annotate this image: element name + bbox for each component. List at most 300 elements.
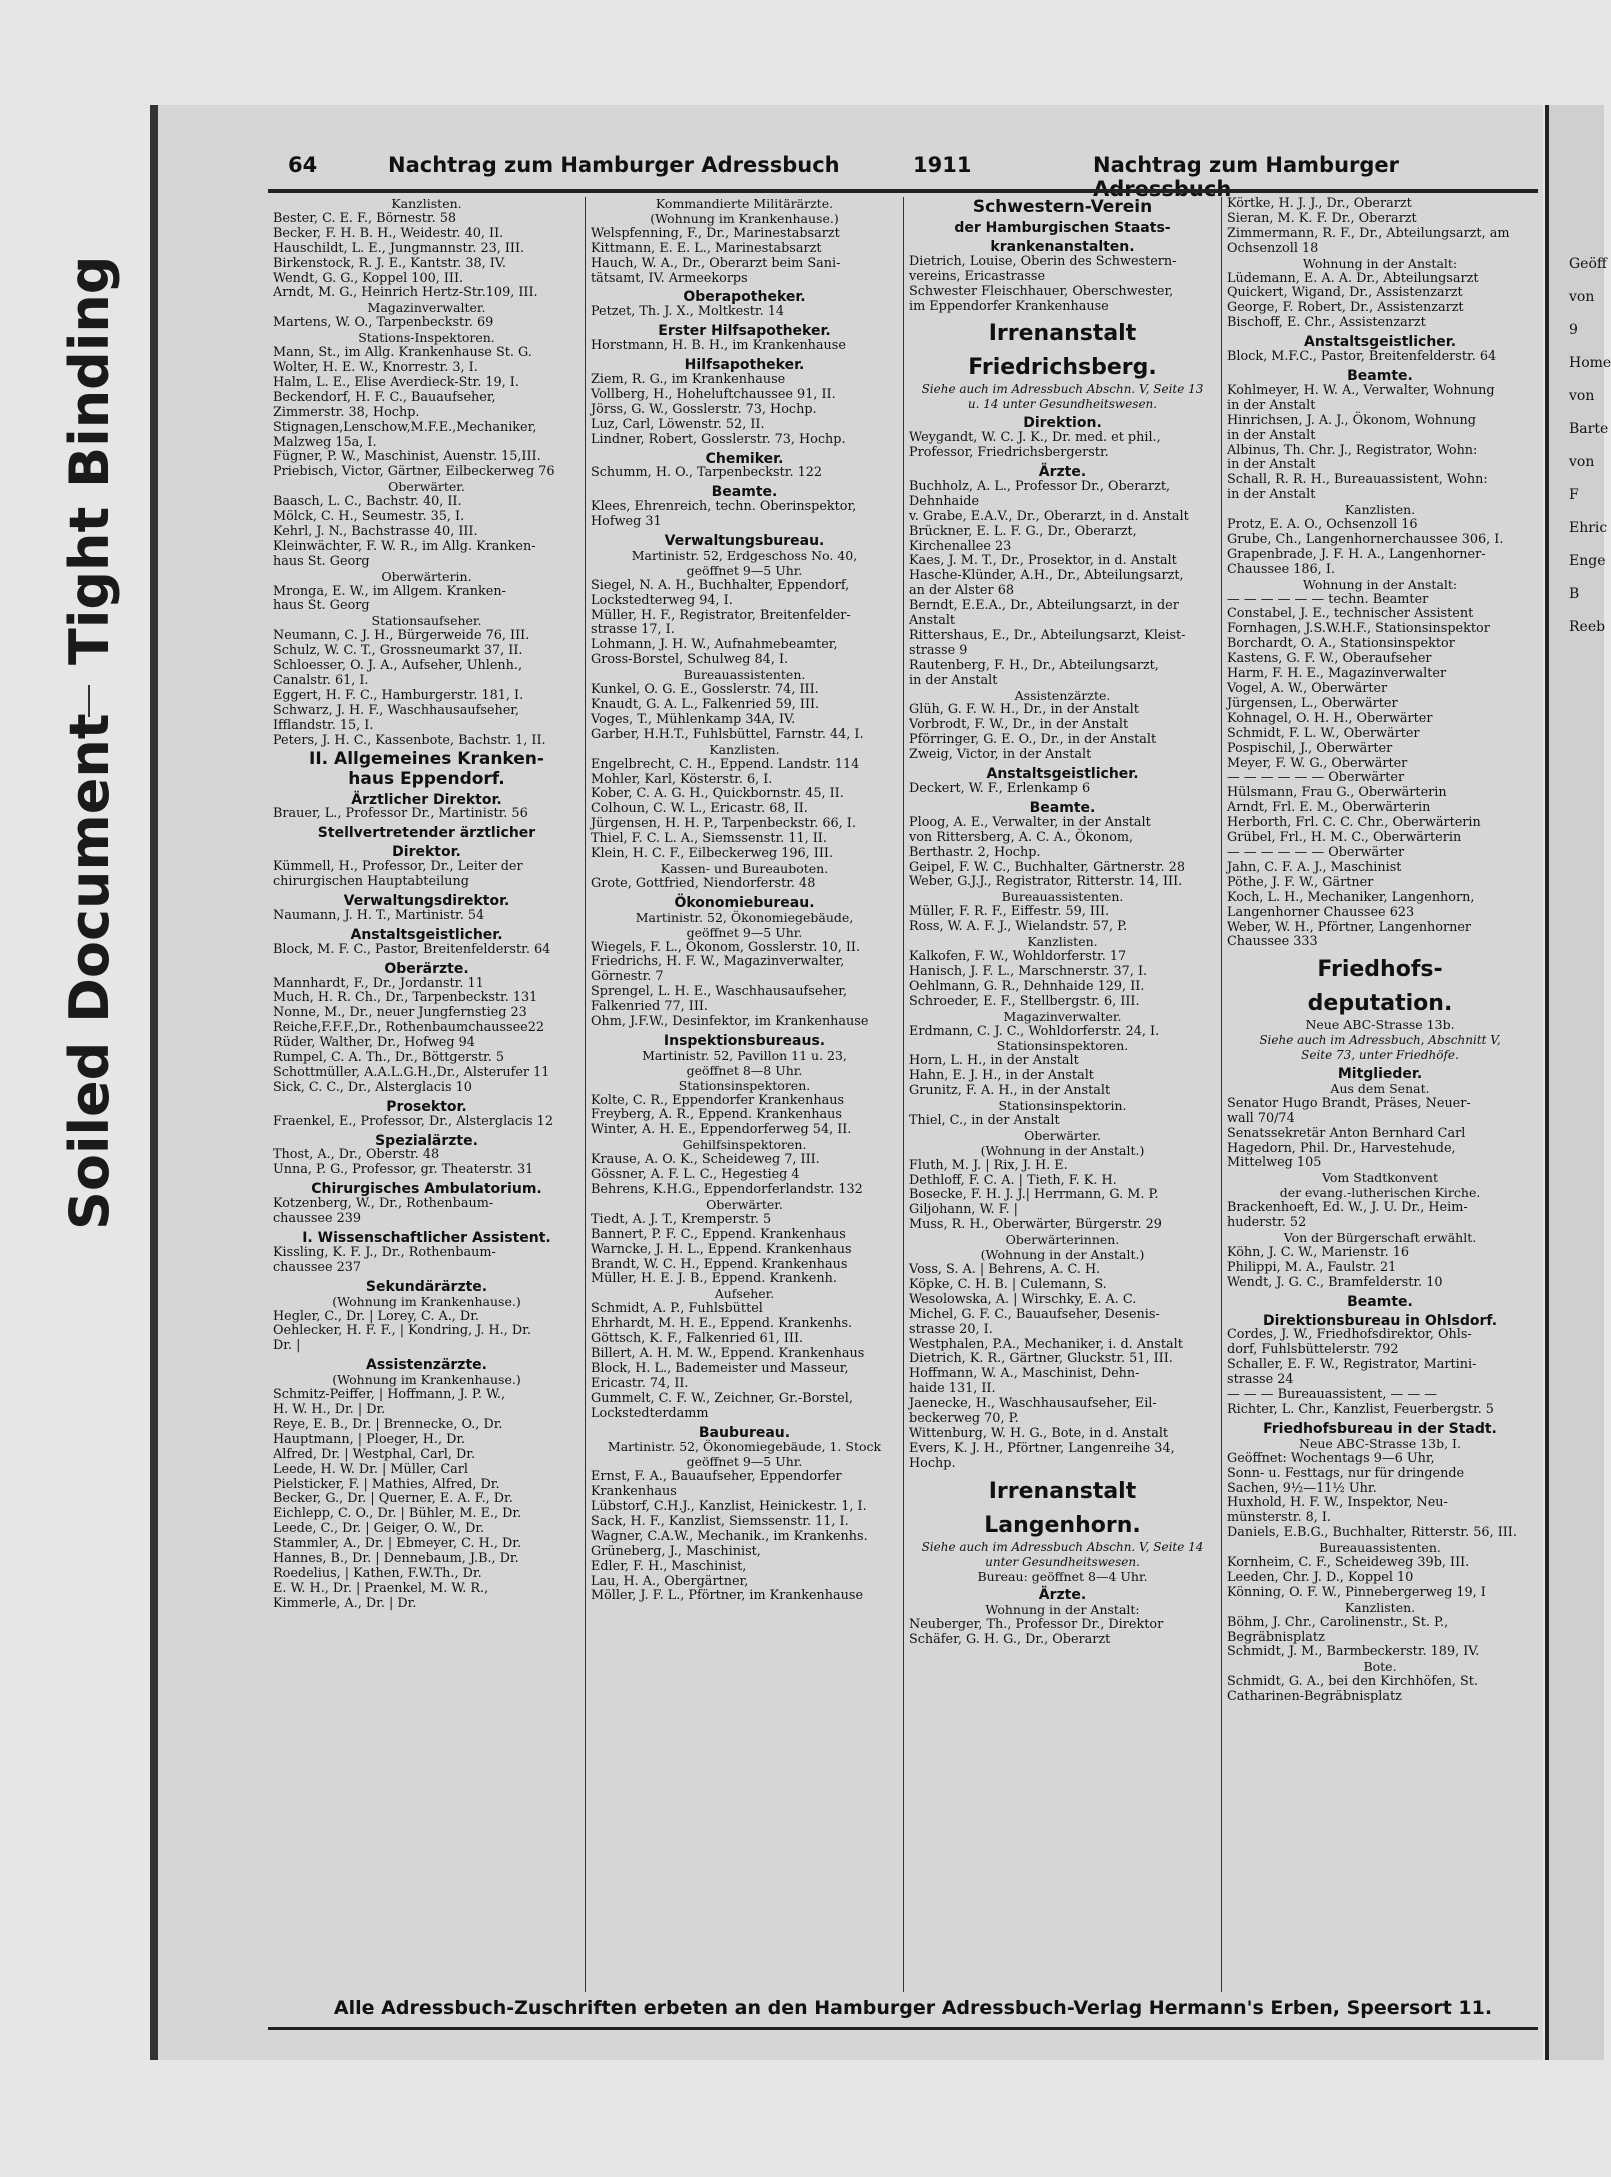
column-3-line: von Rittersberg, A. C. A., Ökonom, [909, 829, 1134, 845]
column-1-line: Peters, J. H. C., Kassenbote, Bachstr. 1, II. [273, 732, 546, 748]
column-3-line: Professor, Friedrichsbergerstr. [909, 445, 1109, 461]
column-4-line: Jahn, C. F. A. J., Maschinist [1227, 859, 1402, 875]
column-4 [1222, 197, 1538, 1992]
column-2-line: Thiel, F. C. L. A., Siemssenstr. 11, II. [591, 831, 827, 847]
column-3-line: Pförringer, G. E. O., Dr., in der Anstalt [909, 732, 1157, 748]
column-2-line: Hofweg 31 [591, 514, 662, 530]
column-4-line: Beamte. [1347, 1293, 1413, 1310]
column-2-line: Kittmann, E. E. L., Marinestabsarzt [591, 240, 822, 256]
column-3-line: Neuberger, Th., Professor Dr., Direktor [909, 1617, 1164, 1633]
adjacent-page-fragment: von [1569, 388, 1595, 404]
column-4-line: Geöffnet: Wochentags 9—6 Uhr, [1227, 1450, 1435, 1466]
column-4-line: deputation. [1307, 991, 1453, 1017]
column-1-line: Schloesser, O. J. A., Aufseher, Uhlenh., [273, 658, 523, 674]
column-3-line: Deckert, W. F., Erlenkamp 6 [909, 781, 1091, 796]
column-1-line: Arndt, M. G., Heinrich Hertz-Str.109, III. [273, 285, 538, 301]
column-1-line: haus St. Georg [273, 553, 370, 569]
column-4-line: Pöthe, J. F. W., Gärtner [1227, 874, 1374, 890]
column-2-line: Görnestr. 7 [591, 969, 664, 985]
column-1-line: Dr. | [273, 1338, 301, 1354]
column-1 [268, 197, 586, 1992]
column-3-line: Weber, G.J.J., Registrator, Ritterstr. 14, III. [909, 874, 1183, 890]
column-4-line: — — — Bureauassistent, — — — [1227, 1387, 1437, 1403]
column-2-line: Aufseher. [714, 1286, 775, 1302]
column-2-line: Warncke, J. H. L., Eppend. Krankenhaus [591, 1241, 852, 1257]
column-3-line: Geipel, F. W. C., Buchhalter, Gärtnerstr. 28 [909, 859, 1185, 875]
column-2-line: Winter, A. H. E., Eppendorferweg 54, II. [591, 1122, 852, 1138]
column-2-line: Kolte, C. R., Eppendorfer Krankenhaus [591, 1092, 845, 1108]
column-1-line: Fügner, P. W., Maschinist, Auenstr. 15,III. [273, 449, 541, 465]
column-4-line: Friedhofs- [1317, 957, 1443, 983]
column-4-line: Kohnagel, O. H. H., Oberwärter [1227, 710, 1433, 726]
column-3-line: Hasche-Klünder, A.H., Dr., Abteilungsarzt, [909, 568, 1184, 584]
soiled-document-label: Soiled Document [58, 713, 121, 1230]
column-4-line: Mitglieder. [1337, 1066, 1423, 1083]
column-4-line: Arndt, Frl. E. M., Oberwärterin [1227, 800, 1431, 816]
column-1-line: Chirurgisches Ambulatorium. [311, 1181, 542, 1198]
column-3-line: Beamte. [1029, 799, 1096, 816]
column-3-line: Fluth, M. J. | Rix, J. H. E. [909, 1157, 1068, 1173]
column-3-line: Ploog, A. E., Verwalter, in der Anstalt [909, 814, 1151, 830]
column-3-line: Rautenberg, F. H., Dr., Abteilungsarzt, [909, 657, 1159, 673]
column-3-line: strasse 20, I. [909, 1321, 993, 1337]
column-2-line: geöffnet 8—8 Uhr. [686, 1062, 803, 1078]
column-3-line: Wittenburg, W. H. G., Bote, in d. Anstalt [909, 1425, 1169, 1441]
column-2-line: Gummelt, C. F. W., Zeichner, Gr.-Borstel, [591, 1390, 853, 1406]
column-3-line: Schwester Fleischhauer, Oberschwester, [909, 283, 1174, 299]
column-1-line: Bester, C. E. F., Börnestr. 58 [273, 210, 457, 226]
column-1-line: Oberwärter. [388, 479, 465, 495]
column-1-line: Kümmell, H., Professor, Dr., Leiter der [273, 859, 523, 875]
column-1-line: Ifflandstr. 15, I. [273, 717, 374, 733]
column-4-line: Sachen, 9½—11½ Uhr. [1227, 1480, 1377, 1496]
column-1-line: Pielsticker, F. | Mathies, Alfred, Dr. [273, 1476, 500, 1492]
column-1-line: Priebisch, Victor, Gärtner, Eilbeckerweg 76 [273, 464, 555, 480]
column-3-line: in der Anstalt [909, 672, 998, 688]
column-2-line: Billert, A. H. M. W., Eppend. Krankenhaus [591, 1345, 865, 1361]
column-2-line: Kassen- und Bureauboten. [660, 860, 829, 876]
column-2-line: Schmidt, A. P., Fuhlsbüttel [591, 1301, 763, 1317]
column-1-line: Schulz, W. C. T., Grossneumarkt 37, II. [273, 643, 523, 659]
column-1-line: Naumann, J. H. T., Martinistr. 54 [273, 907, 485, 923]
column-3-line: Dietrich, K. R., Gärtner, Gluckstr. 51, III. [909, 1351, 1173, 1367]
column-2-line: Behrens, K.H.G., Eppendorferlandstr. 132 [591, 1182, 863, 1197]
column-2-line: Lockstedterdamm [591, 1405, 709, 1421]
column-1-line: Reiche,F.F.F.,Dr., Rothenbaumchaussee22 [273, 1020, 545, 1036]
column-2-line: Colhoun, C. W. L., Ericastr. 68, II. [591, 801, 808, 817]
column-1-line: Brauer, L., Professor Dr., Martinistr. 56 [273, 806, 528, 822]
column-1-line: Zimmerstr. 38, Hochp. [273, 404, 420, 420]
column-4-line: Ochsenzoll 18 [1227, 240, 1319, 256]
column-3-line: Siehe auch im Adressbuch Abschn. V, Seite 14 [921, 1539, 1204, 1554]
column-1-line: Beckendorf, H. F. C., Bauaufseher, [273, 389, 496, 405]
column-3-line: Oberwärterinnen. [1005, 1232, 1120, 1248]
column-1-line: Spezialärzte. [375, 1132, 478, 1149]
column-3-line: der Hamburgischen Staats- [954, 220, 1171, 236]
column-1-line: Wendt, G. G., Koppel 100, III. [273, 270, 464, 286]
column-4-line: Kastens, G. F. W., Oberaufseher [1227, 651, 1432, 667]
column-2-line: Ökonomiebureau. [674, 894, 815, 911]
column-2-line: Verwaltungsbureau. [664, 533, 825, 550]
column-2-line: Oberapotheker. [683, 289, 806, 306]
column-3-line: Hanisch, J. F. L., Marschnerstr. 37, I. [909, 963, 1148, 979]
column-3-line: Rittershaus, E., Dr., Abteilungsarzt, Kleist- [909, 627, 1186, 643]
column-4-line: Protz, E. A. O., Ochsenzoll 16 [1227, 517, 1418, 533]
column-2-line: Horstmann, H. B. H., im Krankenhause [591, 338, 846, 354]
column-3-line: Kanzlisten. [1027, 934, 1098, 950]
header-year: 1911 [913, 153, 972, 177]
header-rule [268, 189, 1538, 193]
column-2-line: Müller, H. F., Registrator, Breitenfelder- [591, 607, 851, 623]
column-3-line: Hoffmann, W. A., Maschinist, Dehn- [909, 1366, 1140, 1382]
column-4-line: Sonn- u. Festtags, nur für dringende [1227, 1465, 1465, 1481]
column-3-line: Köpke, C. H. B. | Culemann, S. [909, 1276, 1107, 1292]
column-3-line: v. Grabe, E.A.V., Dr., Oberarzt, in d. Anstalt [909, 508, 1189, 524]
column-4-line: Wohnung in der Anstalt: [1302, 255, 1458, 271]
column-4-line: Hülsmann, Frau G., Oberwärterin [1227, 785, 1447, 801]
column-3-line: an der Alster 68 [909, 583, 1014, 599]
adjacent-page-fragment: von [1569, 289, 1595, 305]
column-4-line: Catharinen-Begräbnisplatz [1227, 1689, 1402, 1705]
column-1-line: Martens, W. O., Tarpenbeckstr. 69 [273, 315, 494, 331]
column-1-line: Alfred, Dr. | Westphal, Carl, Dr. [273, 1446, 476, 1462]
column-4-line: Neue ABC-Strasse 13b. [1305, 1017, 1455, 1033]
column-4-line: Huxhold, H. F. W., Inspektor, Neu- [1227, 1495, 1448, 1511]
column-4-line: Chaussee 186, I. [1227, 561, 1335, 577]
column-1-line: Stignagen,Lenschow,M.F.E.,Mechaniker, [273, 419, 537, 435]
column-4-line: Constabel, J. E., technischer Assistent [1227, 606, 1474, 622]
column-2-line: Garber, H.H.T., Fuhlsbüttel, Farnstr. 44, I. [591, 726, 864, 742]
column-4-line: Zimmermann, R. F., Dr., Abteilungsarzt, am [1227, 225, 1510, 241]
column-4-line: Vogel, A. W., Oberwärter [1227, 681, 1388, 696]
column-3-line: Langenhorn. [984, 1512, 1141, 1538]
column-1-line: Reye, E. B., Dr. | Brennecke, O., Dr. [273, 1416, 503, 1432]
column-2-line: Ericastr. 74, II. [591, 1375, 689, 1391]
column-3-line: Stationsinspektoren. [996, 1038, 1129, 1054]
tight-binding-label: Tight Binding [58, 255, 121, 665]
column-4-line: Grapenbrade, J. F. H. A., Langenhorner- [1227, 546, 1486, 562]
column-4-line: Schmidt, J. M., Barmbeckerstr. 189, IV. [1227, 1644, 1480, 1660]
column-3-line: strasse 9 [909, 642, 968, 658]
column-4-line: Anstaltsgeistlicher. [1303, 334, 1457, 351]
column-2-line: Bureauassistenten. [683, 667, 806, 683]
column-4-line: Senator Hugo Brandt, Präses, Neuer- [1227, 1095, 1471, 1111]
adjacent-page-fragment: Ehric [1569, 520, 1608, 536]
column-1-line: Hauptmann, | Ploeger, H., Dr. [273, 1431, 466, 1447]
column-4-line: Von der Bürgerschaft erwählt. [1283, 1230, 1477, 1245]
column-4-line: in der Anstalt [1227, 457, 1316, 473]
column-2-line: Grüneberg, J., Maschinist, [591, 1543, 761, 1559]
footer-rule [268, 2027, 1538, 2030]
column-2-line: Klein, H. C. F., Eilbeckerweg 196, III. [591, 846, 834, 862]
columns-container [268, 197, 1538, 1992]
column-4-line: Direktionsbureau in Ohlsdorf. [1262, 1312, 1498, 1329]
column-1-line: haus Eppendorf. [348, 768, 505, 789]
column-2-line: Stationsinspektoren. [678, 1077, 811, 1093]
column-3-line: Ross, W. A. F. J., Wielandstr. 57, P. [909, 919, 1128, 935]
column-4-line: Chaussee 333 [1227, 934, 1318, 950]
column-2-line: Chemiker. [705, 450, 784, 467]
column-2-line: Klees, Ehrenreich, techn. Oberinspektor, [591, 499, 857, 515]
column-1-line: Eggert, H. F. C., Hamburgerstr. 181, I. [273, 687, 524, 703]
column-2-line: Martinistr. 52, Pavillon 11 u. 23, [642, 1047, 847, 1063]
column-3-line: haide 131, II. [909, 1381, 996, 1397]
column-4-line: Borchardt, O. A., Stationsinspektor [1227, 636, 1455, 652]
column-4-line: Schaller, E. F. W., Registrator, Martini- [1227, 1357, 1477, 1373]
column-3-line: Schroeder, E. F., Stellbergstr. 6, III. [909, 993, 1140, 1009]
column-2-line: tätsamt, IV. Armeekorps [591, 270, 748, 286]
column-3-line: Bosecke, F. H. J. J.| Herrmann, G. M. P. [909, 1187, 1159, 1203]
column-3-line: Dethloff, F. C. A. | Tieth, F. K. H. [909, 1172, 1117, 1188]
column-4-line: Weber, W. H., Pförtner, Langenhorner [1227, 919, 1472, 935]
column-1-line: Sick, C. C., Dr., Alsterglacis 10 [273, 1079, 472, 1095]
column-4-line: Quickert, Wigand, Dr., Assistenzarzt [1227, 285, 1463, 301]
column-2-line: Göttsch, K. F., Falkenried 61, III. [591, 1331, 804, 1347]
column-4-line: Schmidt, G. A., bei den Kirchhöfen, St. [1227, 1674, 1479, 1690]
column-1-line: Kehrl, J. N., Bachstrasse 40, III. [273, 523, 478, 539]
column-2-line: Beamte. [711, 484, 778, 501]
column-2-line: Tiedt, A. J. T., Kremperstr. 5 [591, 1211, 772, 1227]
column-3-line: Anstalt [909, 613, 956, 629]
column-1-line: Kleinwächter, F. W. R., im Allg. Kranken- [273, 538, 536, 554]
adjacent-page-fragment: Reeb [1569, 619, 1606, 635]
column-4-line: in der Anstalt [1227, 427, 1316, 443]
scanned-page [150, 105, 1543, 2060]
column-1-line: Nonne, M., Dr., neuer Jungfernstieg 23 [273, 1005, 527, 1021]
column-2-line: Ziem, R. G., im Krankenhause [591, 371, 786, 387]
column-4-line: Lüdemann, E. A. A. Dr., Abteilungsarzt [1227, 270, 1479, 286]
column-2-line: Martinistr. 52, Erdgeschoss No. 40, [631, 547, 858, 563]
column-3-line: Zweig, Victor, in der Anstalt [909, 747, 1092, 763]
column-2-line: Ernst, F. A., Bauaufseher, Eppendorfer [591, 1469, 842, 1485]
column-2-line: geöffnet 9—5 Uhr. [686, 924, 803, 940]
column-1-line: Magazinverwalter. [367, 300, 486, 316]
column-2-line: Hauch, W. A., Dr., Oberarzt beim Sani- [591, 255, 841, 271]
column-3-line: Schwestern-Verein [972, 197, 1153, 217]
column-1-line: Kissling, K. F. J., Dr., Rothenbaum- [273, 1244, 496, 1260]
column-2-line: Lübstorf, C.H.J., Kanzlist, Heinickestr. 1, I. [591, 1499, 867, 1515]
column-3-line: krankenanstalten. [990, 238, 1135, 255]
column-1-line: Wolter, H. E. W., Knorrestr. 3, I. [273, 359, 478, 375]
column-2-line: Block, H. L., Bademeister und Masseur, [591, 1360, 849, 1376]
column-3-line: im Eppendorfer Krankenhause [909, 298, 1109, 314]
column-1-line: II. Allgemeines Kranken- [309, 748, 544, 769]
column-1-line: (Wohnung im Krankenhause.) [332, 1293, 521, 1309]
column-3-line: Vorbrodt, F. W., Dr., in der Anstalt [909, 717, 1129, 733]
column-3-line: Kaes, J. M. T., Dr., Prosektor, in d. Anstalt [909, 553, 1177, 569]
column-4-line: Hinrichsen, J. A. J., Ökonom, Wohnung [1227, 412, 1476, 428]
column-4-line: Herborth, Frl. C. C. Chr., Oberwärterin [1227, 815, 1481, 831]
column-4-line: Meyer, F. W. G., Oberwärter [1227, 755, 1408, 771]
column-1-line: chaussee 239 [273, 1211, 362, 1227]
column-4-line: Block, M.F.C., Pastor, Breitenfelderstr. 64 [1227, 349, 1497, 365]
column-4-line: Köhn, J. C. W., Marienstr. 16 [1227, 1244, 1409, 1260]
column-1-line: Birkenstock, R. J. E., Kantstr. 38, IV. [273, 255, 506, 271]
column-3-line: Kirchenallee 23 [909, 538, 1012, 554]
column-3-line: Oehlmann, G. R., Dehnhaide 129, II. [909, 978, 1145, 994]
adjacent-page-fragment: 9 [1569, 322, 1578, 338]
column-1-line: Oberwärterin. [381, 568, 472, 584]
column-4-line: Mittelweg 105 [1227, 1155, 1322, 1171]
column-3-line: beckerweg 70, P. [909, 1411, 1019, 1427]
column-4-line: Jürgensen, L., Oberwärter [1227, 695, 1398, 711]
column-4-line: Wendt, J. G. C., Bramfelderstr. 10 [1227, 1274, 1443, 1290]
column-2-line: Kunkel, O. G. E., Gosslerstr. 74, III. [591, 682, 819, 698]
column-1-line: Hannes, B., Dr. | Dennebaum, J.B., Dr. [273, 1551, 519, 1567]
column-2-line: Engelbrecht, C. H., Eppend. Landstr. 114 [591, 756, 860, 772]
column-4-line: George, F. Robert, Dr., Assistenzarzt [1227, 300, 1464, 316]
column-4-line: Hagedorn, Phil. Dr., Harvestehude, [1227, 1140, 1456, 1156]
column-1-line: chaussee 237 [273, 1259, 362, 1275]
column-1-line: Mannhardt, F., Dr., Jordanstr. 11 [273, 975, 484, 991]
column-3-line: Direktion. [1023, 415, 1102, 432]
column-4-line: münsterstr. 8, I. [1227, 1510, 1331, 1526]
column-3-line: Friedrichsberg. [968, 355, 1157, 381]
column-4-line: Aus dem Senat. [1330, 1080, 1430, 1096]
column-1-line: Eichlepp, C. O., Dr. | Bühler, M. E., Dr. [273, 1506, 522, 1522]
column-2-line: Mohler, Karl, Kösterstr. 6, I. [591, 771, 773, 787]
column-3-line: Dehnhaide [909, 493, 980, 509]
column-4-line: Kornheim, C. F., Scheideweg 39b, III. [1227, 1555, 1470, 1571]
column-3-line: Bureau: geöffnet 8—4 Uhr. [977, 1568, 1148, 1584]
column-3-line: Dietrich, Louise, Oberin des Schwestern- [909, 253, 1177, 269]
column-1-line: Block, M. F. C., Pastor, Breitenfelderstr. 64 [273, 941, 551, 957]
column-1-line: Stationsaufseher. [371, 613, 482, 629]
column-4-line: Kanzlisten. [1344, 1599, 1416, 1615]
column-2-line: Freyberg, A. R., Eppend. Krankenhaus [591, 1107, 842, 1123]
column-4-line: Seite 73, unter Friedhöfe. [1301, 1048, 1459, 1063]
column-2-line: Inspektionsbureaus. [663, 1032, 826, 1049]
column-3-line: Jaenecke, H., Waschhausaufseher, Eil- [909, 1396, 1157, 1412]
column-4-line: Schall, R. R. H., Bureauassistent, Wohn: [1227, 472, 1488, 488]
column-3-line: Brückner, E. L. F. G., Dr., Oberarzt, [909, 523, 1137, 539]
column-4-line: Böhm, J. Chr., Carolinenstr., St. P., [1227, 1614, 1449, 1630]
column-3-line: Glüh, G. F. W. H., Dr., in der Anstalt [909, 702, 1139, 718]
column-4-line: dorf, Fuhlsbüttelerstr. 792 [1227, 1342, 1399, 1358]
column-3-line: Stationsinspektorin. [998, 1098, 1127, 1114]
column-3-line: Oberwärter. [1024, 1127, 1101, 1143]
column-1-line: Leede, C., Dr. | Geiger, O. W., Dr. [273, 1521, 485, 1537]
column-1-line: Halm, L. E., Elise Averdieck-Str. 19, I. [273, 374, 519, 390]
column-1-line: Roedelius, | Kathen, F.W.Th., Dr. [273, 1565, 482, 1581]
column-4-line: Albinus, Th. Chr. J., Registrator, Wohn: [1227, 442, 1478, 458]
column-2-line: Lau, H. A., Obergärtner, [591, 1573, 749, 1589]
column-1-line: Sekundärärzte. [365, 1278, 488, 1295]
column-1-line: Prosektor. [386, 1098, 467, 1115]
column-4-line: Bureauassistenten. [1319, 1540, 1441, 1556]
column-4-line: strasse 24 [1227, 1372, 1294, 1388]
column-4-line: Könning, O. F. W., Pinnebergerweg 19, I [1227, 1584, 1486, 1600]
column-3-line: Hochp. [909, 1455, 956, 1471]
column-3-line: Wohnung in der Anstalt: [985, 1602, 1140, 1618]
adjacent-page-fragment: Barte [1569, 421, 1609, 437]
column-2-line: Möller, J. F. L., Pförtner, im Krankenhause [591, 1588, 864, 1604]
column-3-line: Evers, K. J. H., Pförtner, Langenreihe 34, [909, 1440, 1175, 1456]
column-3-line: Thiel, C., in der Anstalt [909, 1112, 1060, 1128]
column-3-line: Irrenanstalt [988, 321, 1137, 347]
column-4-line: Cordes, J. W., Friedhofsdirektor, Ohls- [1227, 1327, 1472, 1343]
column-1-line: Becker, F. H. B. H., Weidestr. 40, II. [273, 225, 504, 241]
column-2-line: Krankenhaus [591, 1484, 677, 1500]
column-4-line: Körtke, H. J. J., Dr., Oberarzt [1227, 196, 1412, 211]
column-4-line: Daniels, E.B.G., Buchhalter, Ritterstr. 56, III. [1227, 1525, 1517, 1541]
footer-notice: Alle Adressbuch-Zuschriften erbeten an den Hamburger Adressbuch-Verlag Hermann's Erben, Speersort 11. [333, 1997, 1493, 2019]
column-1-line: haus St. Georg [273, 598, 370, 614]
column-1-line: Canalstr. 61, I. [273, 673, 369, 688]
column-3-line: Assistenzärzte. [1014, 687, 1111, 703]
column-2-line: Baubureau. [698, 1424, 791, 1441]
column-1-line: Anstaltsgeistlicher. [350, 926, 503, 943]
column-1-line: (Wohnung im Krankenhause.) [332, 1372, 521, 1388]
column-3-line: Wesolowska, A. | Wirschky, E. A. C. [909, 1291, 1137, 1307]
column-2-line: Gehilfsinspektoren. [682, 1137, 807, 1153]
column-1-line: Hauschildt, L. E., Jungmannstr. 23, III. [273, 240, 525, 256]
column-3-line: (Wohnung in der Anstalt.) [980, 1247, 1145, 1263]
column-2-line: Kober, C. A. G. H., Quickbornstr. 45, II. [591, 786, 844, 802]
column-3-line: Magazinverwalter. [1003, 1008, 1122, 1024]
column-1-line: E. W. H., Dr. | Praenkel, M. W. R., [273, 1580, 489, 1596]
column-2-line: Luz, Carl, Löwenstr. 52, II. [591, 416, 765, 432]
column-1-line: Malzweg 15a, I. [273, 434, 377, 450]
column-3-line: Weygandt, W. C. J. K., Dr. med. et phil., [909, 430, 1161, 446]
column-3-line: Schäfer, G. H. G., Dr., Oberarzt [909, 1632, 1111, 1648]
column-4-line: Harm, F. H. E., Magazinverwalter [1227, 666, 1447, 682]
column-2-line: Petzet, Th. J. X., Moltkestr. 14 [591, 304, 785, 320]
column-4-line: Wohnung in der Anstalt: [1302, 576, 1458, 592]
column-1-line: Rüder, Walther, Dr., Hofweg 94 [273, 1035, 475, 1051]
column-3-line: Irrenanstalt [988, 1478, 1137, 1504]
column-2-line: Krause, A. O. K., Scheideweg 7, III. [591, 1152, 820, 1168]
column-4-line: in der Anstalt [1227, 487, 1316, 503]
column-1-line: H. W. H., Dr. | Dr. [273, 1401, 386, 1417]
column-1-line: Oehlecker, H. F. F., | Kondring, J. H., Dr. [273, 1323, 531, 1339]
column-2-line: Ohm, J.F.W., Desinfektor, im Krankenhause [591, 1014, 869, 1030]
column-1-line: Leede, H. W. Dr. | Müller, Carl [273, 1461, 468, 1477]
column-2-line: Kanzlisten. [709, 741, 780, 757]
column-2-line: Voges, T., Mühlenkamp 34A, IV. [591, 711, 796, 727]
column-2-line: geöffnet 9—5 Uhr. [686, 562, 803, 578]
column-2-line: Martinistr. 52, Ökonomiegebäude, [635, 909, 854, 925]
column-2-line: Lindner, Robert, Gosslerstr. 73, Hochp. [591, 431, 846, 447]
column-4-line: Begräbnisplatz [1227, 1629, 1325, 1645]
column-3-line: Müller, F. R. F., Eiffestr. 59, III. [909, 904, 1110, 920]
column-3-line: Anstaltsgeistlicher. [986, 766, 1139, 783]
column-4-line: Sieran, M. K. F. Dr., Oberarzt [1227, 210, 1417, 226]
column-3-line: Kalkofen, F. W., Wohldorferstr. 17 [909, 948, 1127, 964]
column-2-line: Gross-Borstel, Schulweg 84, I. [591, 652, 789, 668]
column-4-line: Neue ABC-Strasse 13b, I. [1299, 1435, 1461, 1451]
column-1-line: Assistenzärzte. [366, 1357, 487, 1374]
column-4-line: Grübel, Frl., H. M. C., Oberwärterin [1227, 830, 1462, 846]
column-1-line: Becker, G., Dr. | Querner, E. A. F., Dr. [273, 1491, 513, 1507]
column-2-line: Knaudt, G. A. L., Falkenried 59, III. [591, 697, 820, 712]
column-2-line: Siegel, N. A. H., Buchhalter, Eppendorf, [591, 577, 850, 593]
adjacent-page-fragment: Enge [1569, 553, 1606, 569]
column-2-line: Sack, H. F., Kanzlist, Siemssenstr. 11, I. [591, 1513, 849, 1529]
column-4-line: Fornhagen, J.S.W.H.F., Stationsinspektor [1227, 621, 1490, 637]
column-2-line: Lockstedterweg 94, I. [591, 592, 733, 608]
column-3-line: Voss, S. A. | Behrens, A. C. H. [909, 1262, 1101, 1277]
column-1-line: Rumpel, C. A. Th., Dr., Böttgerstr. 5 [273, 1050, 504, 1066]
adjacent-page-fragment: von [1569, 454, 1595, 470]
adjacent-page-edge [1545, 105, 1611, 2060]
column-2-line: Hilfsapotheker. [684, 357, 805, 374]
column-2-line: Erster Hilfsapotheker. [658, 323, 831, 340]
column-4-line: Langenhorner Chaussee 623 [1227, 904, 1415, 920]
adjacent-page-fragment: B [1569, 586, 1580, 602]
column-1-line: Mronga, E. W., im Allgem. Kranken- [273, 583, 506, 599]
column-1-line: Schottmüller, A.A.L.G.H.,Dr., Alsterufer 11 [273, 1064, 550, 1080]
